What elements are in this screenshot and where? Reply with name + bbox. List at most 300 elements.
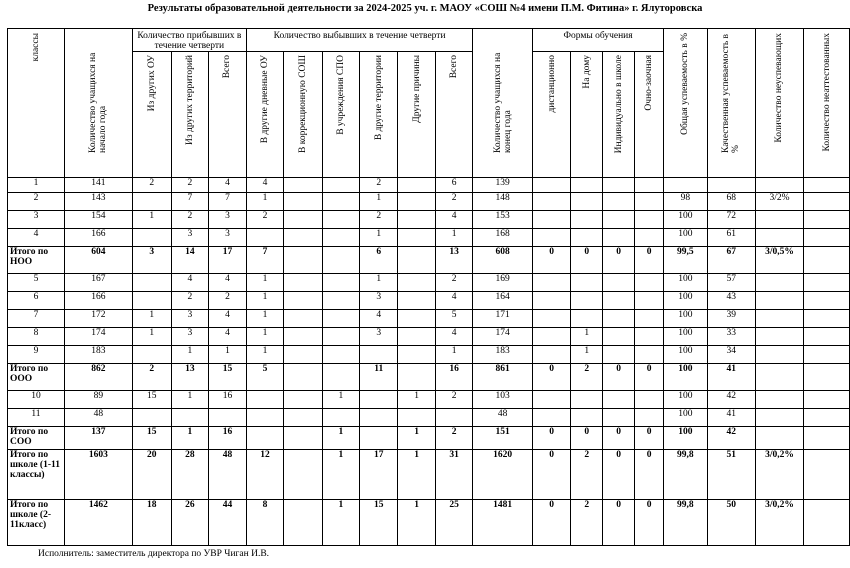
- table-cell: 16: [209, 427, 247, 450]
- table-cell: 26: [171, 500, 209, 546]
- row-label-cell: 8: [8, 328, 65, 346]
- table-cell: 1: [322, 500, 359, 546]
- table-cell: 3/0,5%: [755, 247, 803, 274]
- table-cell: 31: [435, 450, 472, 500]
- table-cell: 2: [171, 292, 209, 310]
- table-cell: 153: [473, 211, 533, 229]
- table-cell: [635, 211, 664, 229]
- table-cell: [532, 229, 570, 247]
- table-cell: [398, 178, 435, 193]
- table-row: [8, 274, 850, 292]
- table-cell: 13: [435, 247, 472, 274]
- table-cell: [603, 211, 635, 229]
- table-row: [8, 211, 850, 229]
- table-cell: [246, 229, 283, 247]
- row-label-cell: Итого по школе (2-11класс): [8, 500, 65, 546]
- table-cell: [532, 328, 570, 346]
- row-label-cell: 11: [8, 409, 65, 427]
- table-cell: [755, 364, 803, 391]
- table-cell: 1: [171, 427, 209, 450]
- table-cell: 6: [360, 247, 398, 274]
- table-cell: [804, 229, 850, 247]
- table-cell: [398, 328, 435, 346]
- table-cell: [635, 193, 664, 211]
- table-cell: [532, 292, 570, 310]
- table-cell: 1: [398, 500, 435, 546]
- table-cell: [571, 229, 603, 247]
- table-cell: 3: [360, 292, 398, 310]
- table-cell: 5: [435, 310, 472, 328]
- table-cell: 1: [246, 328, 283, 346]
- table-cell: [804, 211, 850, 229]
- header-arrived-other-ou: Из других ОУ: [132, 52, 171, 178]
- table-cell: [571, 409, 603, 427]
- table-cell: [132, 346, 171, 364]
- table-cell: 0: [603, 500, 635, 546]
- table-cell: 6: [435, 178, 472, 193]
- table-cell: 139: [473, 178, 533, 193]
- table-cell: [603, 178, 635, 193]
- table-cell: 0: [571, 247, 603, 274]
- header-not-passing: Количество неуспевающих: [755, 29, 803, 178]
- table-cell: [755, 211, 803, 229]
- table-cell: 0: [603, 247, 635, 274]
- table-cell: 1481: [473, 500, 533, 546]
- table-cell: 0: [571, 427, 603, 450]
- table-cell: 12: [246, 450, 283, 500]
- table-cell: [284, 178, 322, 193]
- table-cell: 3/2%: [755, 193, 803, 211]
- table-cell: 164: [473, 292, 533, 310]
- table-cell: [571, 274, 603, 292]
- table-cell: 1: [132, 328, 171, 346]
- table-cell: 2: [132, 178, 171, 193]
- row-label-cell: 1: [8, 178, 65, 193]
- table-cell: 15: [132, 427, 171, 450]
- table-cell: 167: [64, 274, 132, 292]
- table-cell: [532, 274, 570, 292]
- table-cell: 50: [707, 500, 755, 546]
- table-cell: 39: [707, 310, 755, 328]
- table-cell: [532, 211, 570, 229]
- table-cell: 1: [246, 274, 283, 292]
- header-left-day-ou: В другие дневные ОУ: [246, 52, 283, 178]
- table-cell: [360, 346, 398, 364]
- table-cell: 15: [360, 500, 398, 546]
- table-cell: 0: [635, 450, 664, 500]
- table-cell: [603, 274, 635, 292]
- table-cell: 137: [64, 427, 132, 450]
- table-cell: 2: [571, 364, 603, 391]
- table-cell: [171, 409, 209, 427]
- table-cell: [635, 391, 664, 409]
- header-form-distance: дистанционно: [532, 52, 570, 178]
- table-cell: 0: [532, 247, 570, 274]
- table-cell: [284, 450, 322, 500]
- table-cell: 3: [360, 328, 398, 346]
- table-cell: 1: [571, 328, 603, 346]
- table-cell: [755, 391, 803, 409]
- table-cell: 42: [707, 427, 755, 450]
- table-cell: [664, 178, 708, 193]
- table-cell: [603, 409, 635, 427]
- table-cell: 4: [435, 292, 472, 310]
- table-cell: [635, 310, 664, 328]
- table-cell: 2: [360, 178, 398, 193]
- row-label-cell: 6: [8, 292, 65, 310]
- table-cell: 4: [209, 274, 247, 292]
- table-cell: 1: [246, 346, 283, 364]
- table-cell: [755, 409, 803, 427]
- table-cell: [284, 310, 322, 328]
- table-cell: 44: [209, 500, 247, 546]
- table-cell: [707, 178, 755, 193]
- header-left-group: Количество выбывших в течение четверти: [246, 29, 473, 52]
- row-label-cell: Итого по НОО: [8, 247, 65, 274]
- table-cell: 1: [360, 193, 398, 211]
- table-cell: 2: [435, 427, 472, 450]
- table-cell: 1: [398, 450, 435, 500]
- header-left-total: Всего: [435, 52, 472, 178]
- results-table-body: [8, 178, 850, 546]
- table-cell: 141: [64, 178, 132, 193]
- table-cell: [804, 247, 850, 274]
- row-label-cell: Итого по ООО: [8, 364, 65, 391]
- table-cell: [804, 409, 850, 427]
- table-cell: 183: [473, 346, 533, 364]
- table-cell: [804, 346, 850, 364]
- header-arrived-total: Всего: [209, 52, 247, 178]
- table-cell: [571, 292, 603, 310]
- table-cell: 17: [360, 450, 398, 500]
- table-cell: 8: [246, 500, 283, 546]
- table-cell: 100: [664, 328, 708, 346]
- table-cell: [635, 178, 664, 193]
- table-cell: [284, 328, 322, 346]
- table-cell: 16: [209, 391, 247, 409]
- table-cell: [804, 328, 850, 346]
- table-cell: 57: [707, 274, 755, 292]
- table-cell: 3/0,2%: [755, 450, 803, 500]
- header-end-count: Количество учащихся на конец года: [473, 29, 533, 178]
- table-cell: 1: [398, 391, 435, 409]
- table-cell: 2: [209, 292, 247, 310]
- table-cell: [804, 193, 850, 211]
- table-cell: 2: [171, 211, 209, 229]
- table-cell: [132, 193, 171, 211]
- header-general-success: Общая успеваемость в %: [664, 29, 708, 178]
- header-not-attested: Количество неаттестованных: [804, 29, 850, 178]
- subtotal-row: [8, 500, 850, 546]
- header-arrived-other-terr: Из других территорий: [171, 52, 209, 178]
- table-cell: [246, 409, 283, 427]
- table-cell: 1: [360, 274, 398, 292]
- table-cell: 99,5: [664, 247, 708, 274]
- header-arrived-group: Количество прибывших в течение четверти: [132, 29, 246, 52]
- table-cell: [132, 292, 171, 310]
- table-cell: [284, 500, 322, 546]
- table-cell: 1620: [473, 450, 533, 500]
- table-cell: [284, 292, 322, 310]
- row-label-cell: 7: [8, 310, 65, 328]
- table-cell: [804, 450, 850, 500]
- table-cell: [532, 409, 570, 427]
- table-cell: [398, 364, 435, 391]
- table-cell: [755, 346, 803, 364]
- table-cell: 148: [473, 193, 533, 211]
- table-cell: 3: [171, 328, 209, 346]
- table-cell: [571, 193, 603, 211]
- table-cell: 143: [64, 193, 132, 211]
- results-table: [7, 28, 850, 546]
- table-cell: [132, 409, 171, 427]
- table-cell: 3: [209, 229, 247, 247]
- table-cell: 2: [571, 500, 603, 546]
- table-cell: 0: [532, 450, 570, 500]
- header-left-corr: В коррекционную СОШ: [284, 52, 322, 178]
- table-cell: 100: [664, 409, 708, 427]
- table-cell: [132, 274, 171, 292]
- header-forms-group: Формы обучения: [532, 29, 663, 52]
- table-cell: 99,8: [664, 500, 708, 546]
- table-cell: [804, 178, 850, 193]
- table-cell: 68: [707, 193, 755, 211]
- table-cell: 28: [171, 450, 209, 500]
- table-cell: 100: [664, 427, 708, 450]
- table-cell: 0: [635, 247, 664, 274]
- table-cell: [398, 310, 435, 328]
- table-cell: 7: [171, 193, 209, 211]
- table-cell: 67: [707, 247, 755, 274]
- table-cell: 0: [635, 500, 664, 546]
- table-cell: 4: [209, 178, 247, 193]
- table-cell: 1462: [64, 500, 132, 546]
- table-cell: [322, 247, 359, 274]
- table-cell: 100: [664, 229, 708, 247]
- table-cell: [804, 310, 850, 328]
- table-cell: [635, 292, 664, 310]
- subtotal-row: [8, 427, 850, 450]
- table-cell: 1: [171, 391, 209, 409]
- table-cell: [132, 229, 171, 247]
- table-cell: [284, 211, 322, 229]
- table-cell: 4: [246, 178, 283, 193]
- table-cell: 183: [64, 346, 132, 364]
- table-cell: 48: [473, 409, 533, 427]
- table-cell: [804, 292, 850, 310]
- table-cell: 1: [435, 346, 472, 364]
- row-label-cell: Итого по СОО: [8, 427, 65, 450]
- table-cell: [246, 391, 283, 409]
- table-cell: 1: [246, 310, 283, 328]
- table-cell: 72: [707, 211, 755, 229]
- table-cell: 0: [603, 364, 635, 391]
- table-cell: 15: [132, 391, 171, 409]
- table-row: [8, 229, 850, 247]
- table-cell: [398, 346, 435, 364]
- table-cell: [322, 409, 359, 427]
- table-cell: [755, 292, 803, 310]
- header-form-individual: Индивидуально в школе: [603, 52, 635, 178]
- table-cell: 862: [64, 364, 132, 391]
- table-cell: 3: [171, 229, 209, 247]
- table-cell: 3: [209, 211, 247, 229]
- table-cell: 5: [246, 364, 283, 391]
- table-cell: 2: [435, 391, 472, 409]
- table-cell: 34: [707, 346, 755, 364]
- table-cell: 14: [171, 247, 209, 274]
- table-cell: [603, 292, 635, 310]
- table-cell: [360, 427, 398, 450]
- table-cell: [322, 364, 359, 391]
- table-cell: 100: [664, 274, 708, 292]
- header-left-terr: В другие территории: [360, 52, 398, 178]
- row-label-cell: 2: [8, 193, 65, 211]
- table-cell: 1: [132, 211, 171, 229]
- table-cell: [532, 310, 570, 328]
- table-cell: [532, 346, 570, 364]
- table-cell: [398, 274, 435, 292]
- table-cell: 1: [360, 229, 398, 247]
- table-cell: [532, 178, 570, 193]
- table-cell: 41: [707, 364, 755, 391]
- table-cell: 0: [635, 364, 664, 391]
- table-cell: 41: [707, 409, 755, 427]
- table-cell: 1: [322, 391, 359, 409]
- table-cell: [571, 211, 603, 229]
- table-row: [8, 328, 850, 346]
- row-label-cell: 9: [8, 346, 65, 364]
- table-cell: 0: [532, 364, 570, 391]
- subtotal-row: [8, 364, 850, 391]
- table-cell: [603, 229, 635, 247]
- table-cell: 2: [132, 364, 171, 391]
- table-cell: [804, 274, 850, 292]
- table-cell: 1: [571, 346, 603, 364]
- table-cell: 11: [360, 364, 398, 391]
- table-cell: [635, 409, 664, 427]
- table-cell: 166: [64, 292, 132, 310]
- table-cell: 100: [664, 391, 708, 409]
- subtotal-row: [8, 450, 850, 500]
- table-cell: 15: [209, 364, 247, 391]
- table-cell: [635, 346, 664, 364]
- table-cell: 0: [532, 500, 570, 546]
- table-cell: [284, 409, 322, 427]
- table-cell: 168: [473, 229, 533, 247]
- table-cell: 13: [171, 364, 209, 391]
- table-cell: 25: [435, 500, 472, 546]
- table-cell: 42: [707, 391, 755, 409]
- table-cell: [571, 391, 603, 409]
- table-cell: [603, 310, 635, 328]
- table-cell: [284, 193, 322, 211]
- table-cell: [284, 229, 322, 247]
- table-cell: 100: [664, 211, 708, 229]
- table-cell: 100: [664, 292, 708, 310]
- table-cell: 48: [64, 409, 132, 427]
- table-cell: 604: [64, 247, 132, 274]
- table-cell: 2: [571, 450, 603, 500]
- table-cell: 16: [435, 364, 472, 391]
- header-left-spo: В учреждения СПО: [322, 52, 359, 178]
- table-cell: 169: [473, 274, 533, 292]
- table-cell: [603, 328, 635, 346]
- table-cell: 1: [171, 346, 209, 364]
- table-cell: [532, 193, 570, 211]
- table-row: [8, 193, 850, 211]
- table-cell: [804, 500, 850, 546]
- table-cell: 1: [246, 193, 283, 211]
- table-cell: [755, 328, 803, 346]
- table-cell: [322, 178, 359, 193]
- table-cell: [635, 274, 664, 292]
- table-cell: 0: [603, 427, 635, 450]
- table-cell: 4: [435, 328, 472, 346]
- table-cell: [284, 427, 322, 450]
- table-cell: [398, 409, 435, 427]
- table-cell: 20: [132, 450, 171, 500]
- table-cell: 171: [473, 310, 533, 328]
- table-cell: [322, 346, 359, 364]
- table-cell: [635, 229, 664, 247]
- row-label-cell: 3: [8, 211, 65, 229]
- table-cell: [804, 364, 850, 391]
- table-cell: [603, 193, 635, 211]
- table-cell: [755, 427, 803, 450]
- table-cell: 0: [603, 450, 635, 500]
- table-cell: [322, 211, 359, 229]
- table-cell: 99,8: [664, 450, 708, 500]
- table-cell: 7: [209, 193, 247, 211]
- table-cell: 1: [398, 427, 435, 450]
- table-cell: 2: [171, 178, 209, 193]
- table-cell: [571, 178, 603, 193]
- table-cell: [571, 310, 603, 328]
- table-cell: [804, 391, 850, 409]
- header-form-parttime: Очно-заочная: [635, 52, 664, 178]
- header-quality-success: Качественная успеваемость в %: [707, 29, 755, 178]
- table-cell: 4: [435, 211, 472, 229]
- table-row: [8, 409, 850, 427]
- table-cell: 4: [209, 310, 247, 328]
- table-cell: 151: [473, 427, 533, 450]
- table-cell: [284, 274, 322, 292]
- table-cell: 1: [246, 292, 283, 310]
- table-cell: 0: [532, 427, 570, 450]
- table-cell: 172: [64, 310, 132, 328]
- table-cell: 3: [171, 310, 209, 328]
- table-cell: [435, 409, 472, 427]
- table-cell: 166: [64, 229, 132, 247]
- table-row: [8, 292, 850, 310]
- table-cell: 2: [435, 193, 472, 211]
- table-cell: [804, 427, 850, 450]
- table-cell: [398, 247, 435, 274]
- table-cell: 7: [246, 247, 283, 274]
- table-cell: [398, 211, 435, 229]
- table-cell: [322, 274, 359, 292]
- table-cell: [322, 229, 359, 247]
- footer-executor: Исполнитель: заместитель директора по УВР Чиган И.В.: [38, 549, 270, 559]
- table-cell: [755, 274, 803, 292]
- table-cell: [284, 364, 322, 391]
- table-cell: 608: [473, 247, 533, 274]
- table-cell: 48: [209, 450, 247, 500]
- table-cell: [246, 427, 283, 450]
- table-cell: 18: [132, 500, 171, 546]
- table-cell: 3: [132, 247, 171, 274]
